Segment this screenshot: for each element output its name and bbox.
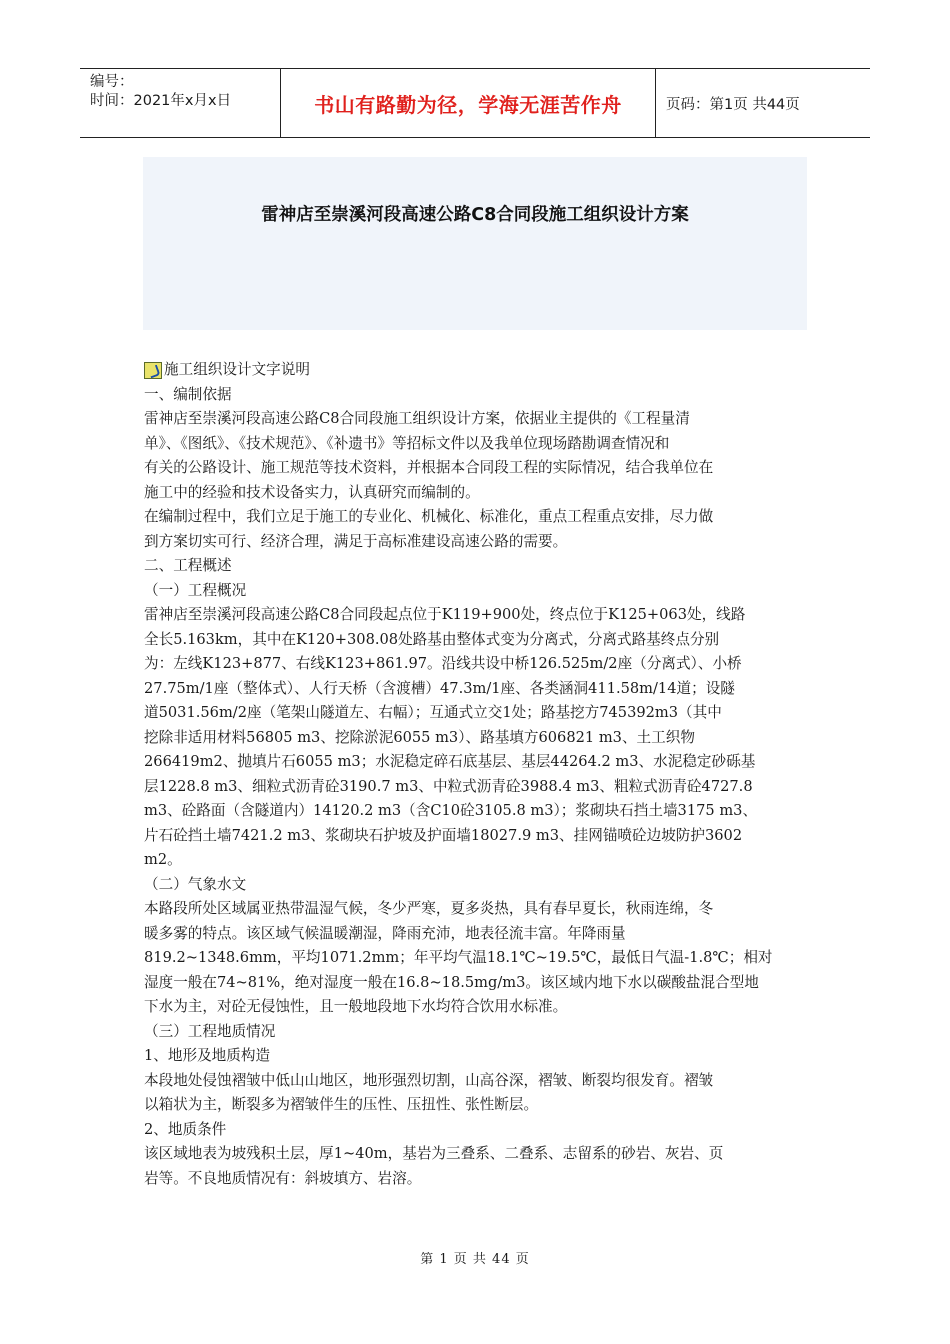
header-meta (80, 69, 280, 137)
text-line: （一）工程概况 (144, 581, 247, 599)
text-line: 层1228.8 m3、细粒式沥青砼3190.7 m3、中粒式沥青砼3988.4 m3、粗粒式沥青砼4727.8 (144, 777, 753, 795)
text-line: 片石砼挡土墙7421.2 m3、浆砌块石护坡及护面墙18027.9 m3、挂网锚喷砼边坡防护3602 (144, 826, 743, 844)
document-title: 雷神店至崇溪河段高速公路C8合同段施工组织设计方案 (261, 205, 689, 225)
text-line: 为：左线K123+877、右线K123+861.97。沿线共设中桥126.525m/2座（分离式）、小桥 (144, 655, 742, 672)
text-line: m3、砼路面（含隧道内）14120.2 m3（含C10砼3105.8 m3）；浆砌块石挡土墙3175 m3、 (144, 802, 758, 819)
text-line: 819.2~1348.6mm，平均1071.2mm；年平均气温18.1℃~19.5℃，最低日气温-1.8℃；相对 (144, 949, 773, 966)
text-line: 二、工程概述 (144, 557, 232, 574)
document-number-label: 编号： (90, 74, 134, 90)
text-line: 一、编制依据 (144, 385, 232, 403)
text-line: 本路段所处区域属亚热带温湿气候，冬少严寒，夏多炎热，具有春早夏长，秋雨连绵，冬 (144, 900, 714, 917)
text-line: 道5031.56m/2座（笔架山隧道左、右幅）；互通式立交1处；路基挖方745392m3（其中 (144, 704, 722, 721)
text-line: 1、地形及地质构造 (144, 1047, 271, 1064)
text-line: 266419m2、抛填片石6055 m3；水泥稳定碎石底基层、基层44264.2 m3、水泥稳定砂砾基 (144, 753, 756, 770)
document-body (144, 358, 809, 1191)
header-page-info: 页码：第1页 共44页 (666, 96, 800, 113)
text-line: 该区域地表为坡残积土层，厚1~40m，基岩为三叠系、二叠系、志留系的砂岩、灰岩、页 (144, 1145, 724, 1162)
section-heading-text: 施工组织设计文字说明 (164, 361, 310, 378)
text-line: 全长5.163km，其中在K120+308.08处路基由整体式变为分离式，分离式路基终点分别 (144, 630, 720, 648)
text-line: 挖除非适用材料56805 m3、挖除淤泥6055 m3）、路基填方606821 m3、土工织物 (144, 728, 695, 746)
text-line: 雷神店至崇溪河段高速公路C8合同段起点位于K119+900处，终点位于K125+063处，线路 (144, 606, 746, 623)
text-line: m2。 (144, 851, 182, 868)
title-banner (143, 157, 807, 330)
text-line: 湿度一般在74~81%，绝对湿度一般在16.8~18.5mg/m3。该区域内地下水以碳酸盐混合型地 (144, 973, 759, 991)
text-line: 暖多雾的特点。该区域气候温暖潮湿，降雨充沛，地表径流丰富。年降雨量 (144, 924, 626, 942)
document-icon[interactable] (144, 362, 162, 379)
text-line: （二）气象水文 (144, 875, 247, 893)
text-line: 下水为主，对砼无侵蚀性，且一般地段地下水均符合饮用水标准。 (144, 998, 568, 1015)
text-line: 2、地质条件 (144, 1120, 227, 1138)
text-line: 施工中的经验和技术设备实力，认真研究而编制的。 (144, 483, 480, 501)
text-line: 有关的公路设计、施工规范等技术资料，并根据本合同段工程的实际情况，结合我单位在 (144, 459, 714, 476)
text-line: 岩等。不良地质情况有：斜坡填方、岩溶。 (144, 1169, 422, 1187)
page-footer: 第 1 页 共 44 页 (420, 1252, 530, 1267)
text-line: 以箱状为主，断裂多为褶皱伴生的压性、压扭性、张性断层。 (144, 1096, 539, 1113)
text-line: 单》、《图纸》、《技术规范》、《补遗书》等招标文件以及我单位现场踏勘调查情况和 (144, 434, 670, 452)
text-line: 雷神店至崇溪河段高速公路C8合同段施工组织设计方案，依据业主提供的《工程量清 (144, 410, 690, 427)
document-date: 时间：2021年x月x日 (90, 93, 232, 109)
text-line: 本段地处侵蚀褶皱中低山山地区，地形强烈切割，山高谷深，褶皱、断裂均很发育。褶皱 (144, 1071, 714, 1089)
text-line: 到方案切实可行、经济合理，满足于高标准建设高速公路的需要。 (144, 532, 568, 550)
page-header (80, 68, 870, 138)
section-heading (144, 358, 809, 383)
header-motto: 书山有路勤为径，学海无涯苦作舟 (280, 69, 656, 137)
text-line: 在编制过程中，我们立足于施工的专业化、机械化、标准化，重点工程重点安排，尽力做 (144, 508, 714, 525)
text-line: 27.75m/1座（整体式）、人行天桥（含渡槽）47.3m/1座、各类涵洞411.58m/14道；设隧 (144, 679, 735, 697)
text-line: （三）工程地质情况 (144, 1022, 276, 1040)
